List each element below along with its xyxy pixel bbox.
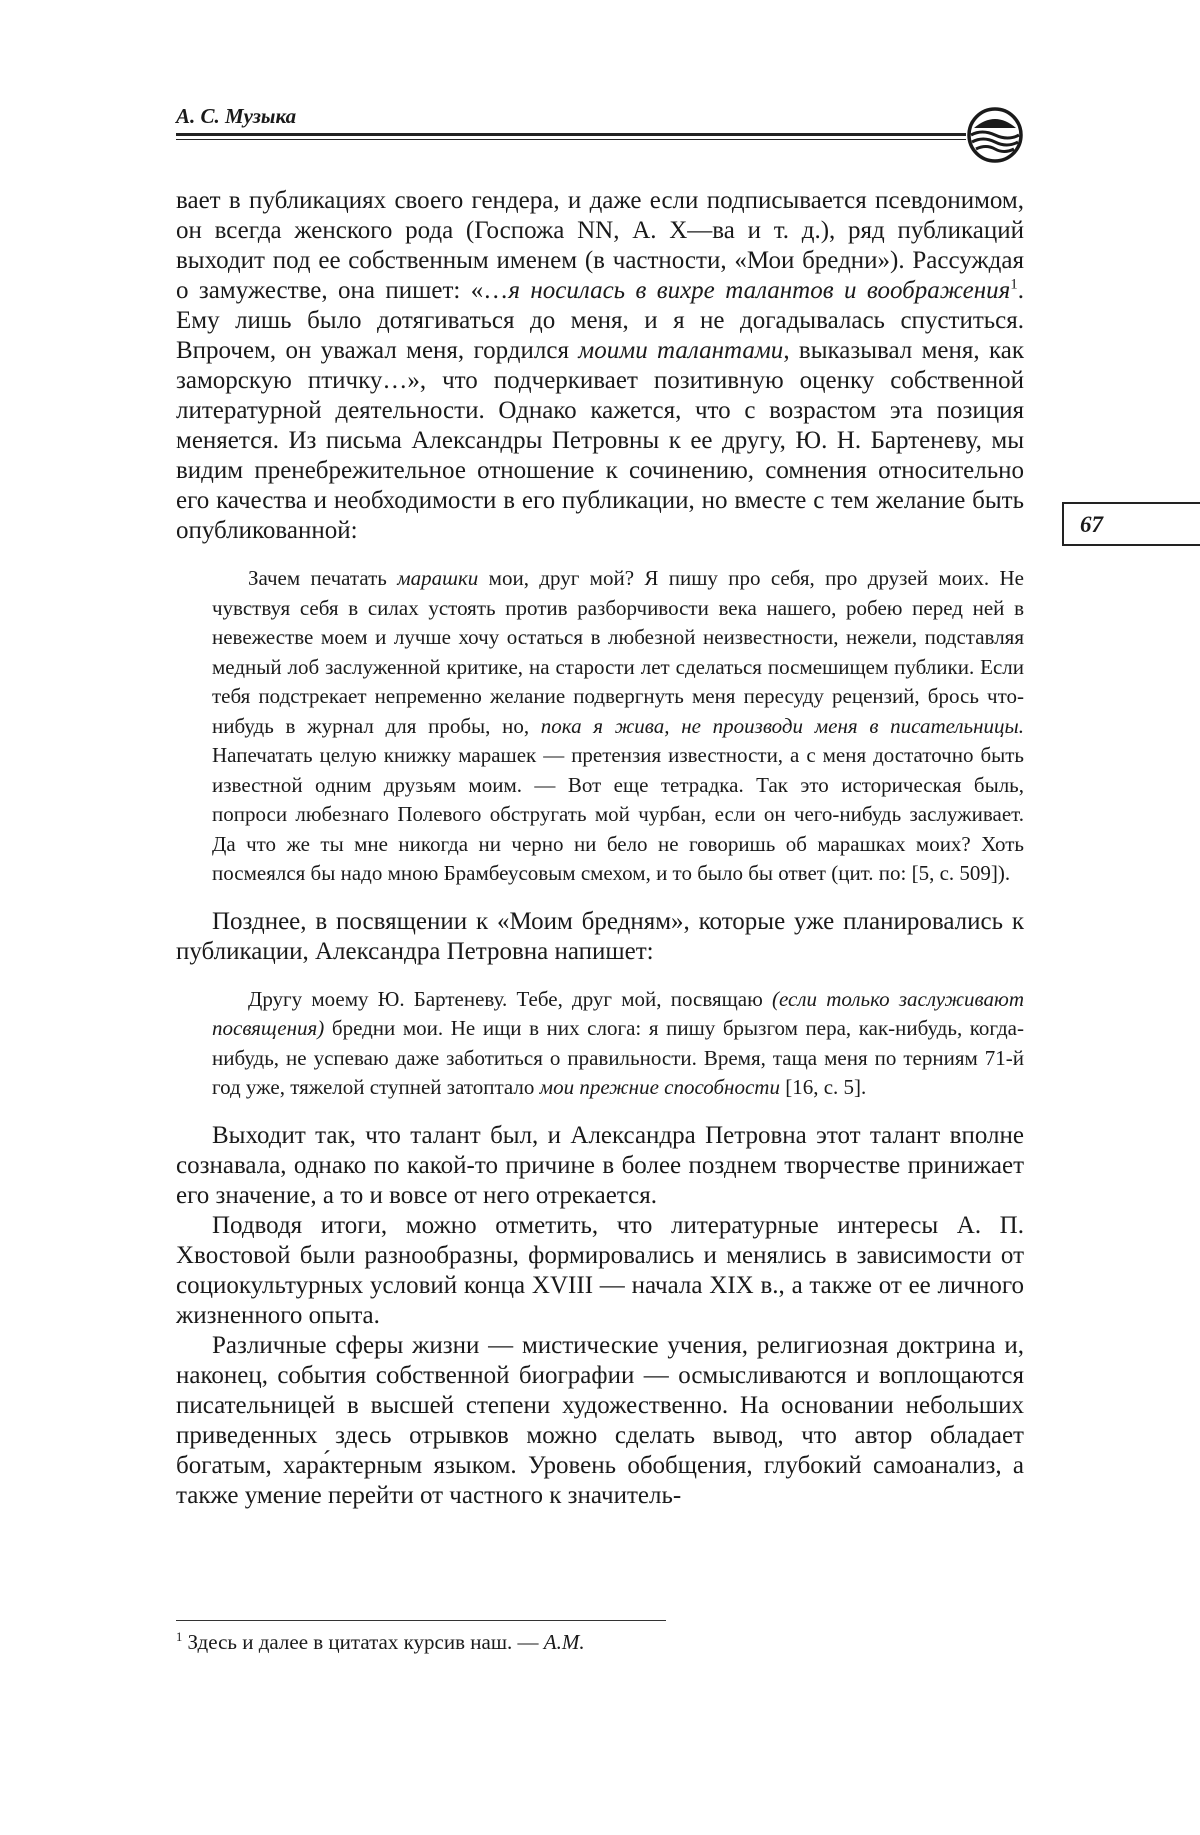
paragraph-4: Подводя итоги, можно отметить, что литературные интересы А. П. Хвостовой были разнообразны, формировались и менялись в зависимости от социокультурных условий конца XVIII — начала XIX в., а также от ее личного жизненного опыта. <box>176 1211 1024 1329</box>
footnote-ref: 1 <box>1010 276 1018 293</box>
header-rule-thick <box>176 133 966 136</box>
page-number: 67 <box>1062 502 1200 546</box>
article-body <box>176 186 1024 1511</box>
paragraph-2: Позднее, в посвящении к «Моим бредням», которые уже планировались к публикации, Александра Петровна напишет: <box>176 907 1024 965</box>
block-quote-letter: Зачем печатать марашки мои, друг мой? Я пишу про себя, про друзей моих. Не чувствуя себя в силах устоять против разборчивости века нашего, робею перед ней в невежестве моем и лучше хочу остаться в любезной неизвестности, нежели, подставляя медный лоб заслуженной критике, на старости лет сделаться посмешищем публики. Если тебя подстрекает непременно желание подвергнуть меня пересуду рецензий, брось что-нибудь в журнал для пробы, но, пока я жива, не производи меня в писательницы. Напечатать целую книжку марашек — претензия известности, а с меня достаточно быть известной одним друзьям моим. — Вот еще тетрадка. Так это историческая быль, попроси любезнаго Полевого обстругать мой чурбан, если он чего-нибудь заслуживает. Да что же ты мне никогда ни черно ни бело не говоришь об марашках моих? Хоть посмеялся бы надо мною Брамбеусовым смехом, и то было бы ответ (цит. по: [5, с. 509]). <box>212 566 1025 885</box>
paragraph-3: Выходит так, что талант был, и Александра Петровна этот талант вполне сознавала, однако по какой-то причине в более позднем творчестве принижает его значение, а то и вовсе от него отрекается. <box>176 1121 1024 1209</box>
block-quote-dedication: Другу моему Ю. Бартеневу. Тебе, друг мой, посвящаю (если только заслуживают посвящения) бредни мои. Не ищи в них слога: я пишу брызгом пера, как-нибудь, когда-нибудь, не успеваю даже заботиться о правильности. Время, таща меня по терниям 71-й год уже, тяжелой ступней затоптало мои прежние способности [16, с. 5]. <box>212 986 1024 1099</box>
paragraph-1: вает в публикациях своего гендера, и даже если подписывается псевдонимом, он всегда женского рода (Госпожа NN, А. Х—ва и т. д.), ряд публикаций выходит под ее собственным именем (в частности, «Мои бредни»). Рассуждая о замужестве, она пишет: «…я носилась в вихре талантов и воображения$^1$. Ему лишь было дотягиваться до меня, и я не догадывалась спуститься. Впрочем, он уважал меня, гордился моими талантами, выказывал меня, как заморскую птичку…», что подчеркивает позитивную оценку собственной литературной деятельности. Однако кажется, что с возрастом эта позиция меняется. Из письма Александры Петровны к ее другу, Ю. Н. Бартеневу, мы видим пренебрежительное отношение к сочинению, сомнения относительно его качества и необходимости в его публикации, но вместе с тем желание быть опубликованной: <box>176 187 1024 544</box>
header-rule-thin <box>176 139 966 140</box>
publisher-logo-icon <box>964 104 1026 166</box>
running-head-author: А. С. Музыка <box>176 104 297 128</box>
paragraph-5: Различные сферы жизни — мистические учения, религиозная доктрина и, наконец, события собственной биографии — осмысливаются и воплощаются писательницей в высшей степени художественно. На основании небольших приведенных здесь отрывков можно сделать вывод, что автор обладает богатым, хара́ктерным языком. Уровень обобщения, глубокий самоанализ, а также умение перейти от частного к значитель- <box>176 1331 1024 1509</box>
footnote: $^1$ Здесь и далее в цитатах курсив наш. — А.М. <box>176 1630 585 1654</box>
footnote-rule <box>176 1620 666 1621</box>
